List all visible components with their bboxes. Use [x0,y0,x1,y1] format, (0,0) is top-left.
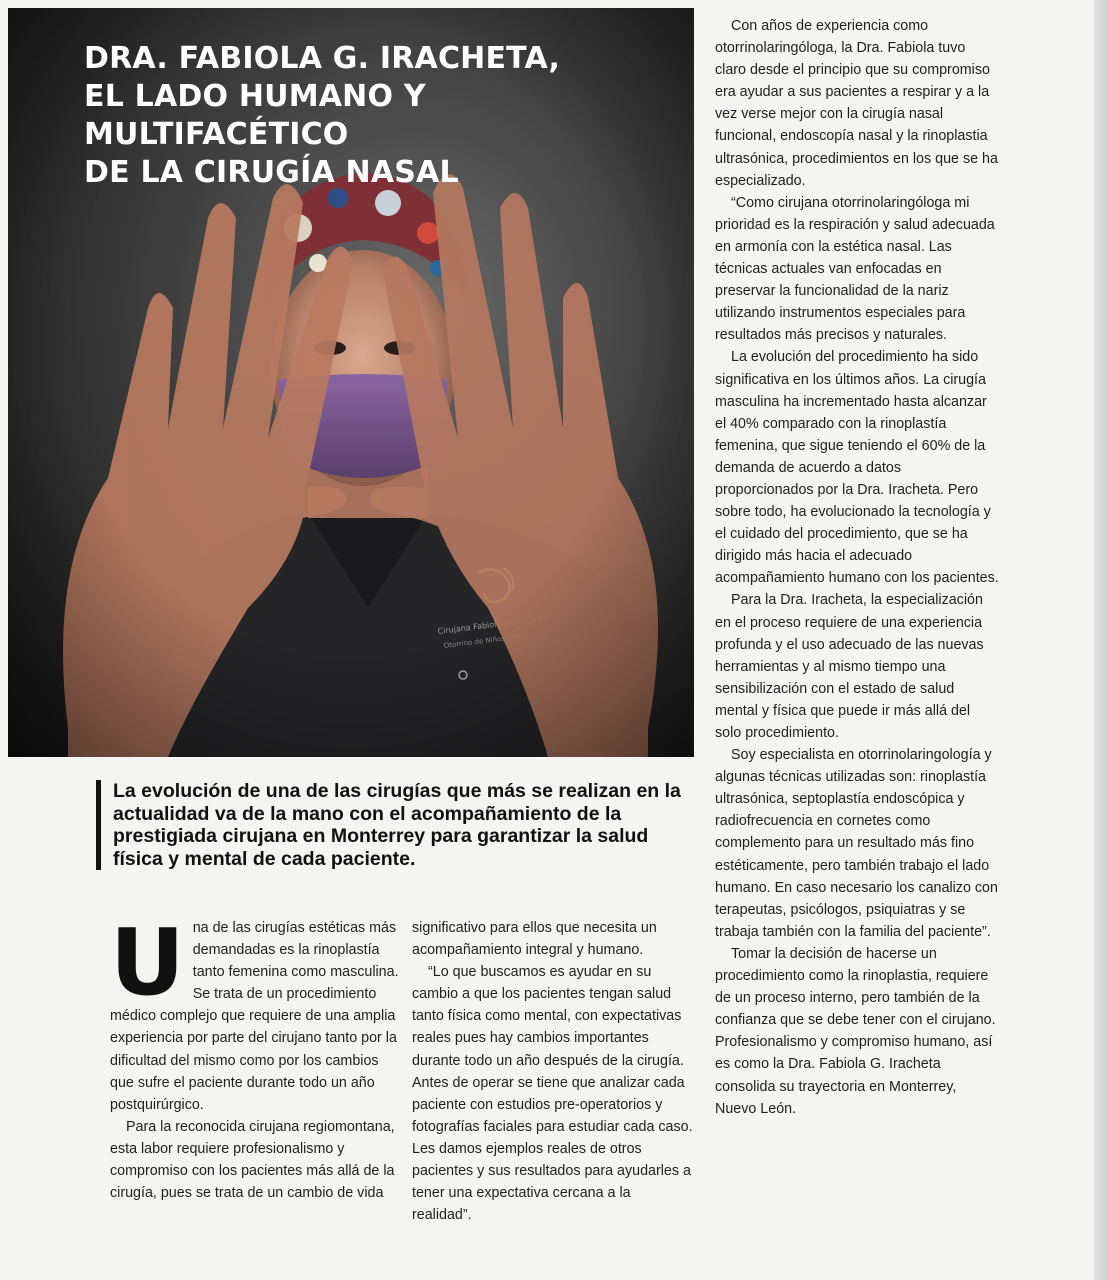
col1-paragraph-2: Para la reconocida cirujana regiomontana, esta labor requiere profesionalismo y compromiso con los pacientes más allá de la cirugía, pues se trata de un cambio de vida [110,1118,395,1202]
col3-paragraph-1: Con años de experiencia como otorrinolaringóloga, la Dra. Fabiola tuvo claro desde el principio que su compromiso era ayudar a sus pacientes a respirar y a la vez verse mejor con la cirugía nasal funcional, endoscopía nasal y la rinoplastia ultrasónica, procedimientos en los que se ha especializado. [715,18,998,189]
col2-paragraph-1: significativo para ellos que necesita un acompañamiento integral y humano. [412,920,657,959]
col3-paragraph-4: Para la Dra. Iracheta, la especialización en el proceso requiere de una experiencia profunda y el uso adecuado de las nuevas herramientas y al mismo tiempo una sensibilización con el estado de salud mental y física que puede ir más allá del solo procedimiento. [715,592,984,741]
col3-paragraph-5: Soy especialista en otorrinolaringología y algunas técnicas utilizadas son: rinoplastía ultrasónica, septoplastía endoscópica y radiofrecuencia en cornetes como complemento para un resultado más fino estéticamente, pero también trabajo el lado humano. En caso necesario los canalizo con terapeutas, psicólogos, psiquiatras y se trabaja también con la familia del paciente”. [715,747,998,940]
col1-paragraph-1: na de las cirugías estéticas más demandadas es la rinoplastía tanto femenina como masculina. Se trata de un procedimiento médico complejo que requiere de una amplia experiencia por parte del cirujano tanto por la dificultad del mismo como por los cambios que sufre el paciente durante todo un año postquirúrgico. [110,920,399,1113]
dropcap: U [110,909,185,1016]
article-deck [96,780,695,870]
body-column-2 [412,917,694,1226]
col3-paragraph-6: Tomar la decisión de hacerse un procedimiento como la rinoplastia, requiere de un proceso interno, pero también de la confianza que se debe tener con el cirujano. Profesionalismo y compromiso humano, así es como la Dra. Fabiola G. Iracheta consolida su trayectoria en Monterrey, Nuevo León. [715,945,996,1117]
portrait-photo [8,8,694,757]
deck-text: La evolución de una de las cirugías que más se realizan en la actualidad va de la mano con el acompañamiento de la prestigiada cirujana en Monterrey para garantizar la salud física y mental de cada paciente. [113,780,681,870]
col3-paragraph-2: “Como cirujana otorrinolaringóloga mi prioridad es la respiración y salud adecuada en armonía con la estética nasal. Las técnicas actuales van enfocadas en preservar la funcionalidad de la nariz utilizando instrumentos especiales para resultados más precisos y naturales. [715,194,995,344]
col3-paragraph-3: La evolución del procedimiento ha sido significativa en los últimos años. La cirugía masculina ha incrementado hasta alcanzar el 40% comparado con la rinoplastía femenina, que sigue teniendo el 60% de la demanda de acuerdo a datos proporcionados por la Dra. Iracheta. Pero sobre todo, ha evolucionado la tecnología y el cuidado del procedimiento, que se ha dirigido más hacia el adecuado acompañamiento humano con los pacientes. [715,349,999,587]
col2-paragraph-2: “Lo que buscamos es ayudar en su cambio a que los pacientes tengan salud tanto física como mental, con expectativas reales pues hay cambios importantes durante todo un año después de la cirugía. Antes de operar se tiene que analizar cada paciente con estudios pre-operatorios y fotografías faciales para estudiar cada caso. Les damos ejemplos reales de otros pacientes y sus resultados para ayudarles a tener una expectativa cercana a la realidad”. [412,964,693,1224]
page-edge-shadow [1094,0,1108,1280]
article-headline [84,40,684,192]
headline-line-3: DE LA CIRUGÍA NASAL [84,155,459,190]
body-column-1 [110,909,400,1204]
headline-line-1: DRA. FABIOLA G. IRACHETA, [84,41,561,76]
body-column-3 [715,15,1000,1120]
headline-line-2: EL LADO HUMANO Y MULTIFACÉTICO [84,79,426,152]
